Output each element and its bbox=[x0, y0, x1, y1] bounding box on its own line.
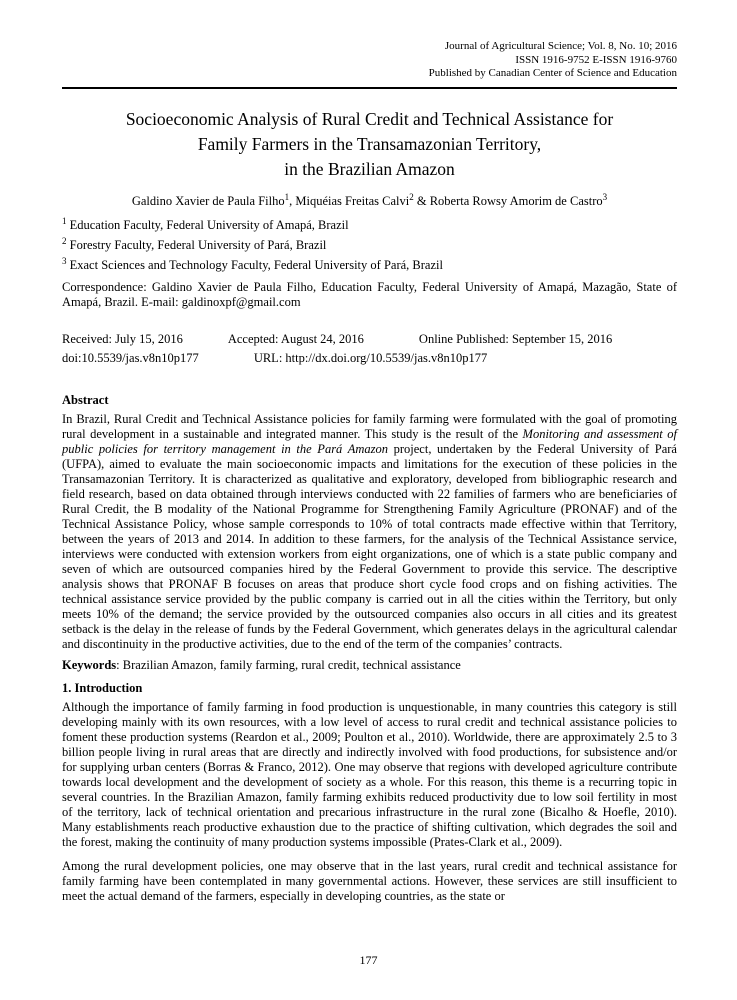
authors-line bbox=[62, 191, 677, 209]
author-separator: & bbox=[413, 193, 430, 208]
abstract-text: project, undertaken by the Federal University of Pará (UFPA), aimed to evaluate the main socioeconomic impacts and limitations for the execution of these policies in the Transamazonian Territory. It is characterized as qualitative and exploratory, developed from bibliographic research and field research, based on data obtained through interviews conducted with 22 families of farmers who are beneficiaries of Rural Credit, the B modality of the National Programme for Strengthening Family Agriculture (PRONAF) and of the Technical Assistance Policy, whose sample corresponds to 10% of total contracts made effective within that Territory, between the years of 2013 and 2014. In addition to these farmers, for the analysis of the Technical Assistance service, interviews were conducted with extension workers from eight organizations, one of which is a state public company and seven of which are outsourced companies hired by the Federal Government to provide this service. The descriptive analysis shows that PRONAF B focuses on areas that produce short cycle food crops and on fishing activities. The technical assistance service provided by the public company is carried out in all the cities within the Territory, but only meets 10% of the demand; the service provided by the outsourced companies also occurs in all cities and its greatest setback is the delay in the release of funds by the Federal Government, which generates delays in the agricultural calendar and discontinuity in the productive activities, due to the end of the term of the companies’ contracts. bbox=[62, 441, 677, 651]
author-affiliation-marker: 2 bbox=[409, 191, 414, 202]
paper-title-line-1: Socioeconomic Analysis of Rural Credit and Technical Assistance for bbox=[125, 108, 614, 129]
abstract-heading: Abstract bbox=[62, 392, 109, 407]
affiliation-text: Forestry Faculty, Federal University of Pará, Brazil bbox=[66, 237, 327, 252]
header-divider bbox=[62, 87, 677, 89]
journal-publisher: Published by Canadian Center of Science and Education bbox=[428, 67, 677, 79]
author-name: Roberta Rowsy Amorim de Castro bbox=[429, 193, 603, 208]
correspondence-text: Correspondence: Galdino Xavier de Paula Filho, Education Faculty, Federal University of Amapá, Mazagão, State of Amapá, Brazil. E-mail: bbox=[62, 279, 677, 309]
abstract-project-title-italic: Monitoring and assessment of public policies for territory management in the Pará Amazon bbox=[62, 426, 677, 456]
doi: doi:10.5539/jas.v8n10p177 bbox=[62, 350, 199, 365]
affiliation-text: Education Faculty, Federal University of Amapá, Brazil bbox=[66, 217, 349, 232]
correspondence-email: galdinoxpf@gmail.com bbox=[181, 294, 301, 309]
keywords-text: : Brazilian Amazon, family farming, rural credit, technical assistance bbox=[116, 657, 461, 672]
affiliation-text: Exact Sciences and Technology Faculty, Federal University of Pará, Brazil bbox=[66, 257, 443, 272]
author-affiliation-marker: 1 bbox=[284, 191, 290, 202]
dates-row bbox=[62, 332, 677, 347]
introduction-paragraph-2: Among the rural development policies, one may observe that in the last years, rural credit and technical assistance for family farming have been contemplated in many governmental actions. However, these services are still insufficient to meet the actual demand of the farmers, especially in developing countries, as the state or bbox=[62, 858, 677, 903]
paper-title-line-2: Family Farmers in the Transamazonian Territory, bbox=[197, 133, 542, 154]
author-name: Galdino Xavier de Paula Filho bbox=[131, 193, 285, 208]
correspondence bbox=[62, 280, 677, 310]
affiliation-marker: 2 bbox=[62, 235, 67, 246]
accepted-date: Accepted: August 24, 2016 bbox=[227, 331, 364, 346]
affiliation-marker: 1 bbox=[62, 215, 67, 226]
received-date: Received: July 15, 2016 bbox=[62, 331, 183, 346]
introduction-heading: 1. Introduction bbox=[62, 680, 143, 695]
keywords-line bbox=[62, 658, 677, 673]
paper-title bbox=[62, 107, 677, 182]
journal-header bbox=[62, 40, 677, 81]
author-affiliation-marker: 3 bbox=[602, 191, 608, 202]
affiliation-1 bbox=[62, 215, 677, 233]
introduction-paragraph-1: Although the importance of family farming in food production is unquestionable, in many countries this category is still developing mainly with its own resources, with a low level of access to rural credit and technical assistance policies to foment these production systems (Reardon et al., 2009; Poulton et al., 2010). Worldwide, there are approximately 2.5 to 3 billion people living in rural areas that are directly and indirectly involved with food productions, for subsistence and/or for supplying urban centers (Borras & Franco, 2012). One may observe that regions with developed agriculture contribute towards local development and the development of society as a whole. For this reason, this theme is a recurring topic in several countries. In the Brazilian Amazon, family farming exhibits reduced productivity due to low soil fertility in most of the territory, lack of technical orientation and precarious infrastructure in the rural zone (Bicalho & Hoefle, 2010). Many establishments reach productive exhaustion due to the practice of shifting cultivation, which degrades the soil and the forest, making the continuity of many production systems impossible (Prates-Clark et al., 2009). bbox=[62, 699, 677, 849]
keywords-label: Keywords bbox=[62, 657, 117, 672]
author-separator: , bbox=[289, 193, 296, 208]
doi-row bbox=[62, 351, 677, 366]
abstract-text: In Brazil, Rural Credit and Technical Assistance policies for family farming were formulated with the goal of promoting rural development in a sustainable and integrated manner. This study is the result of the bbox=[62, 411, 677, 441]
author-name: Miquéias Freitas Calvi bbox=[295, 193, 410, 208]
affiliation-marker: 3 bbox=[62, 255, 67, 266]
journal-issn: ISSN 1916-9752 E-ISSN 1916-9760 bbox=[515, 53, 677, 66]
online-published-date: Online Published: September 15, 2016 bbox=[418, 331, 613, 346]
abstract-paragraph bbox=[62, 412, 677, 652]
doi-url: URL: http://dx.doi.org/10.5539/jas.v8n10p177 bbox=[253, 350, 488, 365]
journal-name-volume: Journal of Agricultural Science; Vol. 8, No. 10; 2016 bbox=[444, 40, 677, 52]
page-number: 177 bbox=[359, 953, 378, 967]
affiliation-2 bbox=[62, 235, 677, 253]
affiliation-3 bbox=[62, 255, 677, 273]
paper-title-line-3: in the Brazilian Amazon bbox=[284, 158, 455, 179]
